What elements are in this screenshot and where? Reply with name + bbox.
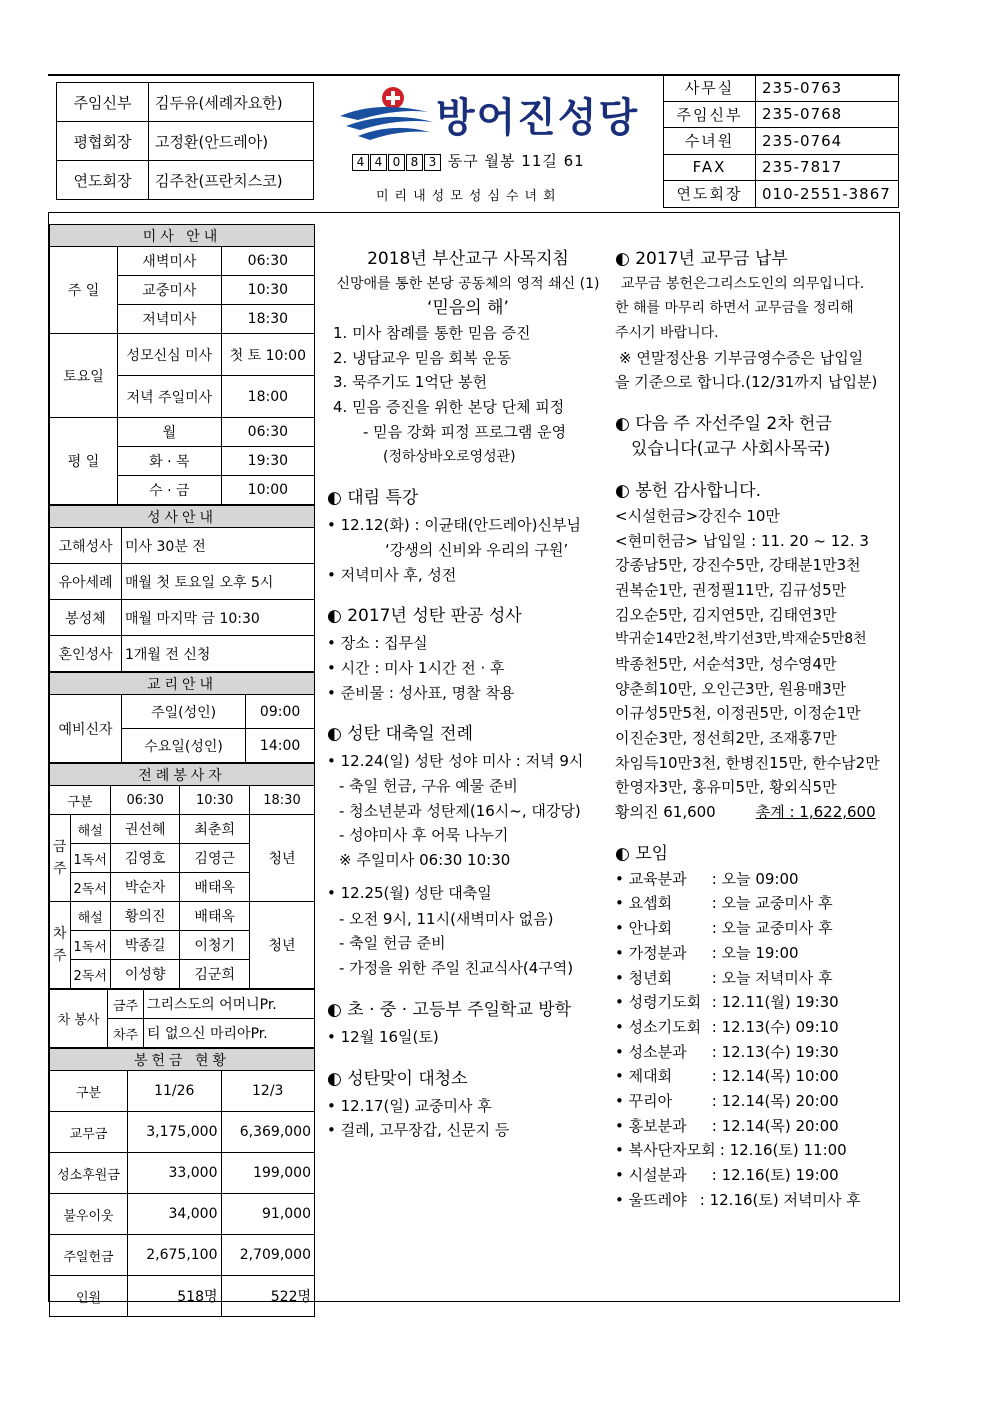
mass-name: 교중미사	[118, 276, 222, 305]
contact-value: 235-7817	[756, 154, 899, 181]
thanks-line: 이진순3만, 정선희2만, 조재홍7만	[615, 729, 837, 747]
mass-time: 06:30	[221, 247, 314, 276]
leaders-week: 차주	[108, 1019, 144, 1048]
pastoral-subtitle: 신망애를 통한 본당 공동체의 영적 쇄신 (1)	[336, 275, 600, 292]
middle-column	[327, 247, 609, 1143]
second-collection-title: ◐ 다음 주 자선주일 2차 헌금	[615, 414, 832, 435]
liturgy-head: 18:30	[249, 786, 314, 815]
dues-line: 을 기준으로 합니다.(12/31까지 납입분)	[615, 373, 878, 392]
dues-line: 한 해를 마무리 하면서 교무금을 정리해	[615, 300, 854, 317]
mass-time: 19:30	[221, 447, 314, 476]
meeting-group: • 안나회	[615, 919, 673, 938]
sacrament-table	[49, 505, 315, 672]
sacrament-name: 봉성체	[50, 600, 122, 636]
pastoral-item: 1. 미사 참례를 통한 믿음 증진	[333, 324, 531, 343]
address	[352, 150, 585, 171]
thanks-line: 김오순5만, 김지연5만, 김태연3만	[615, 605, 837, 624]
dues-line: 교무금 봉헌은그리스도인의 의무입니다.	[621, 275, 865, 292]
finance-head: 11/26	[128, 1071, 222, 1112]
meeting-group: • 성령기도회	[615, 993, 702, 1012]
meeting-row	[615, 1089, 900, 1114]
meeting-row	[615, 1163, 900, 1188]
meeting-group: • 청년회	[615, 968, 673, 987]
meeting-row	[615, 941, 900, 966]
mass-name: 월	[118, 418, 222, 447]
postal-digit: 4	[352, 154, 369, 171]
thanks-line: <시설헌금>강진수 10만	[615, 506, 780, 525]
role: 2독서	[70, 960, 110, 989]
finance-title: 봉헌금 현황	[50, 1049, 315, 1071]
contact-value: 235-0768	[756, 101, 899, 128]
leaders-week: 금주	[108, 990, 144, 1019]
liturgy-table	[49, 763, 315, 989]
liturgy-head: 10:30	[180, 786, 250, 815]
meeting-time: : 12.16(토) 저녁미사 후	[695, 1190, 861, 1209]
meeting-group: • 시설분과	[615, 1166, 687, 1184]
server: 배태옥	[180, 902, 250, 931]
finance-value: 6,369,000	[221, 1112, 315, 1153]
religious-order: 미리내성모성심수녀회	[376, 189, 562, 204]
saturday-label: 토요일	[50, 334, 118, 418]
class-name: 수요일(성인)	[122, 729, 246, 763]
finance-value: 34,000	[128, 1194, 222, 1235]
school-line: • 12월 16일(토)	[327, 1027, 439, 1046]
praesidium: 티 없으신 마리아Pr.	[144, 1019, 315, 1048]
mass-name: 새벽미사	[118, 247, 222, 276]
day-item: - 축일 헌금 준비	[339, 934, 446, 953]
contact-value: 235-0763	[756, 75, 899, 102]
meeting-group: • 성소기도회	[615, 1017, 702, 1036]
pastoral-title: 2018년 부산교구 사목지침	[367, 249, 569, 269]
server: 최춘희	[180, 815, 250, 844]
role: 1독서	[70, 931, 110, 960]
sacrament-name: 유아세례	[50, 564, 122, 600]
server: 권선혜	[110, 815, 180, 844]
meeting-row	[615, 867, 900, 892]
thanks-title: ◐ 봉헌 감사합니다.	[615, 480, 761, 501]
pastoral-sub-item: - 믿음 강화 피정 프로그램 운영	[363, 422, 567, 441]
meeting-time: : 12.13(수) 09:10	[707, 1017, 839, 1036]
mass-time: 10:30	[221, 276, 314, 305]
finance-value: 2,709,000	[221, 1235, 315, 1276]
thanks-line: <현미헌금> 납입일 : 11. 20 ~ 12. 3	[615, 531, 869, 550]
eve-item: - 성야미사 후 어묵 나누기	[339, 826, 509, 845]
praesidium: 그리스도의 어머니Pr.	[144, 990, 315, 1019]
server: 이청기	[180, 931, 250, 960]
finance-label: 불우이웃	[50, 1194, 128, 1235]
this-week-label: 금주	[50, 815, 71, 902]
contact-label: 연도회장	[664, 181, 756, 208]
pastoral-sub-item: (정하상바오로영성관)	[383, 448, 516, 465]
advent-title: ◐ 대림 특강	[327, 488, 419, 509]
meeting-group: • 성소분과	[615, 1042, 687, 1061]
leaders-table	[49, 989, 315, 1048]
role: 1독서	[70, 844, 110, 873]
meeting-group: • 울뜨레야	[615, 1190, 687, 1209]
left-column	[49, 224, 315, 1306]
next-week-label: 차주	[50, 902, 71, 989]
council-label: 평협회장	[57, 122, 149, 161]
dues-line: ※ 연말정산용 기부금영수증은 납입일	[619, 348, 864, 367]
meeting-row	[615, 990, 900, 1015]
contact-label: 수녀원	[664, 128, 756, 155]
finance-value: 518명	[128, 1276, 222, 1317]
meeting-time: : 오늘 교중미사 후	[707, 894, 833, 913]
finance-value: 522명	[221, 1276, 315, 1317]
mass-time: 06:30	[221, 418, 314, 447]
dues-title: ◐ 2017년 교무금 납부	[615, 249, 788, 269]
thanks-line: 한영자3만, 홍유미5만, 황외식5만	[615, 778, 837, 797]
thanks-line: 권복순1만, 권정필11만, 김규성5만	[615, 580, 847, 599]
thanks-line: 이규성5만5천, 이정권5만, 이정순1만	[615, 704, 861, 723]
meeting-time: : 오늘 09:00	[707, 869, 799, 888]
evening-server: 청년	[249, 815, 314, 902]
sunday-label: 주 일	[50, 247, 118, 334]
postal-digit: 4	[370, 154, 387, 171]
postal-digit: 0	[388, 154, 405, 171]
christmas-title: ◐ 성탄 대축일 전례	[327, 724, 473, 745]
sacrament-info: 1개월 전 신청	[122, 636, 315, 672]
meetings-title: ◐ 모임	[615, 843, 669, 864]
class-time: 14:00	[246, 729, 315, 763]
server: 김영근	[180, 844, 250, 873]
server: 황의진	[110, 902, 180, 931]
thanks-line: 양춘희10만, 오인근3만, 원용매3만	[615, 679, 847, 698]
mass-title: 미사 안내	[50, 225, 315, 247]
contact-label: 사무실	[664, 75, 756, 102]
eve-item: ※ 주일미사 06:30 10:30	[339, 851, 511, 870]
confession-line: • 시간 : 미사 1시간 전 · 후	[327, 658, 505, 677]
role: 해설	[70, 815, 110, 844]
weekday-label: 평 일	[50, 418, 118, 505]
thanks-line: 박종천5만, 서순석3만, 성수영4만	[615, 654, 837, 673]
contact-label: FAX	[664, 154, 756, 181]
thanks-line: 차임득10만3천, 한병진15만, 한수남2만	[615, 753, 880, 772]
meeting-row	[615, 1188, 900, 1213]
liturgy-head: 구분	[50, 786, 111, 815]
meeting-group: • 꾸리아	[615, 1091, 673, 1110]
second-collection-sub: 있습니다(교구 사회사목국)	[631, 439, 831, 460]
server: 박종길	[110, 931, 180, 960]
meeting-time: : 12.13(수) 19:30	[707, 1042, 839, 1061]
yeondo-value: 김주찬(프란치스코)	[149, 161, 314, 200]
sacrament-info: 매월 마지막 금 10:30	[122, 600, 315, 636]
council-value: 고정환(안드레아)	[149, 122, 314, 161]
pastors-table	[56, 82, 314, 200]
meeting-group: • 홍보분과	[615, 1116, 687, 1135]
mass-name: 화 · 목	[118, 447, 222, 476]
mass-name: 수 · 금	[118, 476, 222, 505]
mass-time: 18:00	[221, 376, 314, 418]
class-name: 주일(성인)	[122, 695, 246, 729]
mass-time: 10:00	[221, 476, 314, 505]
meeting-group: • 복사단자모회	[615, 1141, 716, 1160]
pastoral-item: 2. 냉담교우 믿음 회복 운동	[333, 348, 512, 367]
pastor-value: 김두유(세례자요한)	[149, 83, 314, 122]
church-name: 방어진성당	[436, 95, 640, 141]
server: 김영호	[110, 844, 180, 873]
pastor-label: 주임신부	[57, 83, 149, 122]
meeting-time: : 12.14(목) 20:00	[707, 1091, 839, 1110]
mass-table	[49, 224, 315, 505]
finance-table	[49, 1048, 315, 1317]
mass-name: 저녁미사	[118, 305, 222, 334]
contact-label: 주임신부	[664, 101, 756, 128]
server: 김군희	[180, 960, 250, 989]
thanks-last: 황의진 61,600	[615, 803, 716, 822]
evening-server: 청년	[249, 902, 314, 989]
meeting-time: : 12.16(토) 11:00	[715, 1141, 847, 1160]
contact-value: 235-0764	[756, 128, 899, 155]
advent-line: • 12.12(화) : 이균태(안드레아)신부님	[327, 516, 581, 535]
pastoral-year: ‘믿음의 해’	[427, 298, 509, 319]
meeting-row	[615, 966, 900, 991]
advent-line: ‘강생의 신비와 우리의 구원’	[385, 540, 569, 559]
finance-value: 33,000	[128, 1153, 222, 1194]
role: 2독서	[70, 873, 110, 902]
meeting-row	[615, 916, 900, 941]
finance-label: 인원	[50, 1276, 128, 1317]
eve-item: - 청소년분과 성탄제(16시~, 대강당)	[339, 801, 581, 820]
meeting-group: • 제대회	[615, 1067, 673, 1086]
confession-title: ◐ 2017년 성탄 판공 성사	[327, 606, 522, 627]
sacrament-title: 성사안내	[50, 506, 315, 528]
cleaning-line: • 걸레, 고무장갑, 신문지 등	[327, 1121, 510, 1140]
role: 해설	[70, 902, 110, 931]
postal-digit: 8	[406, 154, 423, 171]
sacrament-info: 매월 첫 토요일 오후 5시	[122, 564, 315, 600]
meeting-time: : 12.11(월) 19:30	[707, 993, 839, 1012]
advent-line: • 저녁미사 후, 성전	[327, 565, 457, 584]
liturgy-title: 전례봉사자	[50, 764, 315, 786]
finance-value: 91,000	[221, 1194, 315, 1235]
address-text: 동구 월봉 11길 61	[447, 152, 585, 170]
mass-time: 첫 토 10:00	[221, 334, 314, 376]
meeting-time: : 12.14(목) 10:00	[707, 1067, 839, 1086]
sacrament-name: 혼인성사	[50, 636, 122, 672]
christmas-eve: • 12.24(일) 성탄 성야 미사 : 저녁 9시	[327, 752, 584, 771]
mass-name: 성모신심 미사	[118, 334, 222, 376]
meeting-time: : 오늘 교중미사 후	[707, 919, 833, 938]
mass-time: 18:30	[221, 305, 314, 334]
meeting-time: : 12.16(토) 19:00	[707, 1166, 839, 1184]
doctrine-table	[49, 672, 315, 763]
server: 이성향	[110, 960, 180, 989]
finance-value: 3,175,000	[128, 1112, 222, 1153]
server: 배태옥	[180, 873, 250, 902]
server: 박순자	[110, 873, 180, 902]
right-column	[615, 247, 900, 1212]
catechumen-label: 예비신자	[50, 695, 122, 763]
meeting-row	[615, 1114, 900, 1139]
contact-value: 010-2551-3867	[756, 181, 899, 208]
liturgy-head: 06:30	[110, 786, 180, 815]
eve-item: - 축일 헌금, 구유 예물 준비	[339, 777, 518, 795]
dues-line: 주시기 바랍니다.	[615, 325, 719, 342]
thanks-total: 총계 : 1,622,600	[755, 803, 876, 822]
yeondo-label: 연도회장	[57, 161, 149, 200]
meeting-row	[615, 1138, 900, 1163]
contacts-table	[663, 74, 899, 208]
finance-head: 구분	[50, 1071, 128, 1112]
finance-label: 주일헌금	[50, 1235, 128, 1276]
meeting-row	[615, 1015, 900, 1040]
finance-value: 199,000	[221, 1153, 315, 1194]
leaders-label: 차 봉사	[50, 990, 108, 1048]
finance-head: 12/3	[221, 1071, 315, 1112]
thanks-line: 강종남5만, 강진수5만, 강태분1만3천	[615, 556, 861, 575]
meeting-time: : 오늘 저녁미사 후	[707, 968, 833, 987]
confession-line: • 준비물 : 성사표, 명찰 착용	[327, 683, 515, 702]
class-time: 09:00	[246, 695, 315, 729]
meeting-group: • 교육분과	[615, 869, 687, 888]
meeting-group: • 요셉회	[615, 894, 673, 913]
christmas-day: • 12.25(월) 성탄 대축일	[327, 883, 492, 902]
postal-digit: 3	[424, 154, 441, 171]
cleaning-title: ◐ 성탄맞이 대청소	[327, 1068, 468, 1089]
meeting-row	[615, 891, 900, 916]
pastoral-item: 4. 믿음 증진을 위한 본당 단체 피정	[333, 398, 565, 417]
mass-name: 저녁 주일미사	[118, 376, 222, 418]
meeting-row	[615, 1040, 900, 1065]
meeting-time: : 12.14(목) 20:00	[707, 1116, 839, 1135]
sacrament-info: 미사 30분 전	[122, 528, 315, 564]
school-title: ◐ 초 · 중 · 고등부 주일학교 방학	[327, 999, 572, 1020]
meeting-group: • 가정분과	[615, 943, 687, 962]
finance-value: 2,675,100	[128, 1235, 222, 1276]
thanks-line: 박귀순14만2천,박기선3만,박재순5만8천	[615, 631, 867, 648]
sacrament-name: 고해성사	[50, 528, 122, 564]
pastoral-item: 3. 묵주기도 1억단 봉헌	[333, 373, 488, 392]
doctrine-title: 교리안내	[50, 673, 315, 695]
confession-line: • 장소 : 집무실	[327, 634, 428, 653]
meeting-row	[615, 1064, 900, 1089]
cleaning-line: • 12.17(일) 교중미사 후	[327, 1096, 492, 1115]
finance-label: 교무금	[50, 1112, 128, 1153]
meeting-time: : 오늘 19:00	[707, 943, 799, 962]
day-item: - 오전 9시, 11시(새벽미사 없음)	[339, 909, 554, 928]
day-item: - 가정을 위한 주일 친교식사(4구역)	[339, 959, 574, 978]
finance-label: 성소후원금	[50, 1153, 128, 1194]
thanks-line	[615, 800, 900, 825]
